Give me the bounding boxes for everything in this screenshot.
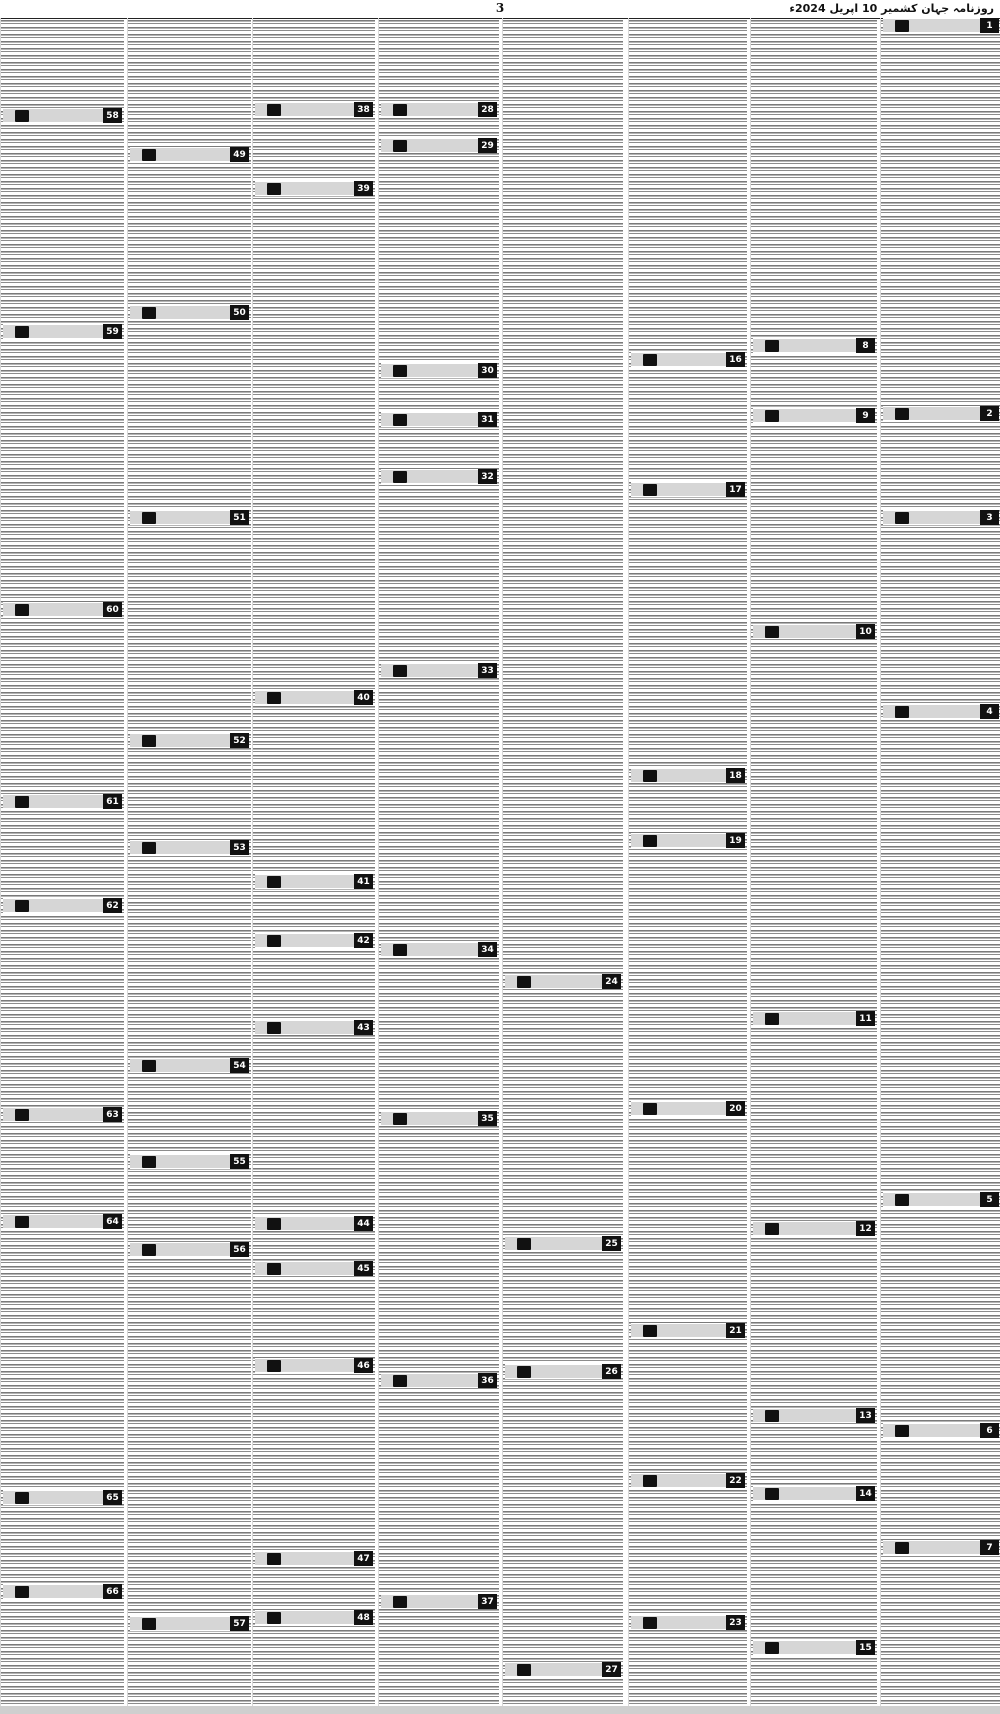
title-tag-icon (895, 1425, 909, 1437)
item-number: 59 (103, 324, 122, 339)
header-bar (130, 1059, 230, 1072)
item-number: 3 (980, 510, 999, 525)
title-tag-icon (393, 140, 407, 152)
header-bar (753, 1641, 856, 1654)
item-header-6 (883, 1423, 999, 1438)
title-tag-icon (267, 104, 281, 116)
title-tag-icon (142, 842, 156, 854)
newspaper-page (0, 18, 1000, 1706)
header-bar (381, 364, 478, 377)
header-bar (3, 899, 103, 912)
item-number: 54 (230, 1058, 249, 1073)
item-number: 52 (230, 733, 249, 748)
header-bar (883, 1193, 980, 1206)
title-tag-icon (267, 935, 281, 947)
item-number: 47 (354, 1551, 373, 1566)
masthead (0, 0, 1000, 19)
item-header-3 (883, 510, 999, 525)
column-1 (880, 18, 1000, 1706)
item-number: 35 (478, 1111, 497, 1126)
item-number: 17 (726, 482, 745, 497)
item-header-37 (381, 1594, 497, 1609)
item-number: 50 (230, 305, 249, 320)
item-header-53 (130, 840, 249, 855)
header-bar (505, 1237, 602, 1250)
item-number: 41 (354, 874, 373, 889)
item-header-45 (255, 1261, 373, 1276)
title-tag-icon (15, 1109, 29, 1121)
item-number: 33 (478, 663, 497, 678)
header-bar (631, 1474, 726, 1487)
item-header-57 (130, 1616, 249, 1631)
item-number: 66 (103, 1584, 122, 1599)
title-tag-icon (142, 307, 156, 319)
title-tag-icon (895, 20, 909, 32)
item-number: 44 (354, 1216, 373, 1231)
title-tag-icon (643, 770, 657, 782)
item-number: 42 (354, 933, 373, 948)
header-bar (883, 1424, 980, 1437)
item-header-21 (631, 1323, 745, 1338)
item-number: 15 (856, 1640, 875, 1655)
header-bar (753, 1487, 856, 1500)
header-bar (130, 1243, 230, 1256)
title-tag-icon (517, 1664, 531, 1676)
header-bar (883, 407, 980, 420)
header-bar (130, 511, 230, 524)
item-header-46 (255, 1358, 373, 1373)
item-header-39 (255, 181, 373, 196)
header-bar (3, 1108, 103, 1121)
item-header-52 (130, 733, 249, 748)
item-number: 6 (980, 1423, 999, 1438)
title-tag-icon (393, 414, 407, 426)
item-number: 60 (103, 602, 122, 617)
header-bar (3, 109, 103, 122)
item-number: 57 (230, 1616, 249, 1631)
item-number: 14 (856, 1486, 875, 1501)
title-tag-icon (517, 1238, 531, 1250)
header-bar (130, 1155, 230, 1168)
header-bar (631, 1102, 726, 1115)
header-bar (381, 413, 478, 426)
item-number: 32 (478, 469, 497, 484)
title-tag-icon (15, 1586, 29, 1598)
header-bar (631, 834, 726, 847)
header-bar (505, 975, 602, 988)
item-header-5 (883, 1192, 999, 1207)
item-header-15 (753, 1640, 875, 1655)
header-bar (3, 795, 103, 808)
item-number: 38 (354, 102, 373, 117)
title-tag-icon (765, 1410, 779, 1422)
title-tag-icon (765, 1488, 779, 1500)
item-number: 26 (602, 1364, 621, 1379)
header-bar (883, 1541, 980, 1554)
title-tag-icon (895, 1542, 909, 1554)
item-header-4 (883, 704, 999, 719)
item-number: 62 (103, 898, 122, 913)
item-number: 9 (856, 408, 875, 423)
header-bar (255, 1552, 354, 1565)
item-header-38 (255, 102, 373, 117)
item-header-49 (130, 147, 249, 162)
header-bar (255, 691, 354, 704)
header-bar (381, 1112, 478, 1125)
title-tag-icon (267, 1218, 281, 1230)
item-header-34 (381, 942, 497, 957)
header-bar (3, 325, 103, 338)
title-tag-icon (15, 1216, 29, 1228)
item-header-26 (505, 1364, 621, 1379)
item-header-7 (883, 1540, 999, 1555)
item-header-28 (381, 102, 497, 117)
item-number: 4 (980, 704, 999, 719)
header-bar (883, 511, 980, 524)
title-tag-icon (142, 512, 156, 524)
title-tag-icon (765, 1642, 779, 1654)
item-header-55 (130, 1154, 249, 1169)
item-header-65 (3, 1490, 122, 1505)
item-number: 20 (726, 1101, 745, 1116)
header-bar (631, 483, 726, 496)
item-header-24 (505, 974, 621, 989)
title-tag-icon (142, 149, 156, 161)
item-header-29 (381, 138, 497, 153)
item-header-44 (255, 1216, 373, 1231)
header-bar (130, 734, 230, 747)
item-number: 58 (103, 108, 122, 123)
item-number: 19 (726, 833, 745, 848)
title-tag-icon (142, 1244, 156, 1256)
header-bar (381, 139, 478, 152)
title-tag-icon (765, 1013, 779, 1025)
header-bar (255, 1359, 354, 1372)
item-header-18 (631, 768, 745, 783)
title-tag-icon (267, 1263, 281, 1275)
item-number: 51 (230, 510, 249, 525)
item-number: 8 (856, 338, 875, 353)
item-header-33 (381, 663, 497, 678)
item-header-56 (130, 1242, 249, 1257)
item-header-30 (381, 363, 497, 378)
title-tag-icon (895, 1194, 909, 1206)
title-tag-icon (15, 900, 29, 912)
header-bar (255, 1262, 354, 1275)
title-tag-icon (267, 183, 281, 195)
item-number: 5 (980, 1192, 999, 1207)
item-header-40 (255, 690, 373, 705)
title-tag-icon (895, 512, 909, 524)
header-bar (381, 943, 478, 956)
title-tag-icon (267, 1553, 281, 1565)
item-number: 27 (602, 1662, 621, 1677)
item-number: 1 (980, 18, 999, 33)
item-number: 65 (103, 1490, 122, 1505)
title-tag-icon (267, 1360, 281, 1372)
title-tag-icon (765, 626, 779, 638)
item-number: 18 (726, 768, 745, 783)
header-bar (255, 934, 354, 947)
item-number: 46 (354, 1358, 373, 1373)
header-bar (381, 1595, 478, 1608)
title-tag-icon (393, 1375, 407, 1387)
item-header-9 (753, 408, 875, 423)
header-bar (631, 1616, 726, 1629)
item-number: 12 (856, 1221, 875, 1236)
item-header-64 (3, 1214, 122, 1229)
item-number: 61 (103, 794, 122, 809)
header-bar (130, 148, 230, 161)
column-6 (252, 18, 375, 1706)
item-number: 48 (354, 1610, 373, 1625)
item-number: 21 (726, 1323, 745, 1338)
column-7 (127, 18, 251, 1706)
title-tag-icon (267, 1022, 281, 1034)
header-bar (381, 664, 478, 677)
item-header-50 (130, 305, 249, 320)
header-bar (753, 409, 856, 422)
column-2 (750, 18, 877, 1706)
header-bar (3, 1585, 103, 1598)
header-bar (130, 841, 230, 854)
title-tag-icon (267, 692, 281, 704)
item-number: 28 (478, 102, 497, 117)
item-number: 39 (354, 181, 373, 196)
header-bar (3, 603, 103, 616)
title-tag-icon (393, 104, 407, 116)
item-header-22 (631, 1473, 745, 1488)
item-number: 64 (103, 1214, 122, 1229)
item-header-10 (753, 624, 875, 639)
header-bar (631, 353, 726, 366)
header-bar (381, 470, 478, 483)
title-tag-icon (15, 110, 29, 122)
header-bar (753, 1222, 856, 1235)
title-tag-icon (765, 1223, 779, 1235)
title-tag-icon (15, 1492, 29, 1504)
title-tag-icon (643, 1103, 657, 1115)
header-bar (130, 306, 230, 319)
item-header-47 (255, 1551, 373, 1566)
title-tag-icon (142, 1156, 156, 1168)
header-bar (3, 1215, 103, 1228)
header-bar (3, 1491, 103, 1504)
page-title: روزنامہ جہان کشمیر 10 اپریل 2024ء (789, 2, 994, 15)
item-header-63 (3, 1107, 122, 1122)
item-header-42 (255, 933, 373, 948)
item-number: 40 (354, 690, 373, 705)
header-bar (505, 1365, 602, 1378)
page-footer (0, 1706, 1000, 1714)
item-number: 55 (230, 1154, 249, 1169)
title-tag-icon (393, 1596, 407, 1608)
header-bar (631, 1324, 726, 1337)
title-tag-icon (393, 365, 407, 377)
item-number: 36 (478, 1373, 497, 1388)
item-header-23 (631, 1615, 745, 1630)
item-number: 31 (478, 412, 497, 427)
item-header-36 (381, 1373, 497, 1388)
title-tag-icon (643, 1475, 657, 1487)
title-tag-icon (15, 326, 29, 338)
item-header-32 (381, 469, 497, 484)
item-header-19 (631, 833, 745, 848)
item-number: 22 (726, 1473, 745, 1488)
item-number: 56 (230, 1242, 249, 1257)
title-tag-icon (267, 876, 281, 888)
title-tag-icon (517, 1366, 531, 1378)
title-tag-icon (142, 1060, 156, 1072)
header-bar (255, 1021, 354, 1034)
item-header-13 (753, 1408, 875, 1423)
item-header-58 (3, 108, 122, 123)
header-bar (631, 769, 726, 782)
item-header-12 (753, 1221, 875, 1236)
item-header-60 (3, 602, 122, 617)
item-header-43 (255, 1020, 373, 1035)
title-tag-icon (643, 1325, 657, 1337)
page-number: 3 (495, 1, 505, 15)
item-header-66 (3, 1584, 122, 1599)
item-header-20 (631, 1101, 745, 1116)
title-tag-icon (142, 1618, 156, 1630)
header-bar (753, 1012, 856, 1025)
header-bar (255, 182, 354, 195)
header-bar (753, 339, 856, 352)
title-tag-icon (393, 471, 407, 483)
item-number: 16 (726, 352, 745, 367)
title-tag-icon (393, 1113, 407, 1125)
item-header-41 (255, 874, 373, 889)
item-header-25 (505, 1236, 621, 1251)
item-header-2 (883, 406, 999, 421)
title-tag-icon (643, 354, 657, 366)
item-header-8 (753, 338, 875, 353)
title-tag-icon (643, 1617, 657, 1629)
header-bar (505, 1663, 602, 1676)
item-number: 11 (856, 1011, 875, 1026)
item-number: 13 (856, 1408, 875, 1423)
item-header-61 (3, 794, 122, 809)
title-tag-icon (643, 835, 657, 847)
item-header-31 (381, 412, 497, 427)
title-tag-icon (895, 706, 909, 718)
item-header-16 (631, 352, 745, 367)
item-header-11 (753, 1011, 875, 1026)
title-tag-icon (895, 408, 909, 420)
item-header-59 (3, 324, 122, 339)
item-number: 53 (230, 840, 249, 855)
item-number: 43 (354, 1020, 373, 1035)
item-header-35 (381, 1111, 497, 1126)
header-bar (130, 1617, 230, 1630)
header-bar (255, 103, 354, 116)
header-bar (255, 1217, 354, 1230)
item-number: 34 (478, 942, 497, 957)
title-tag-icon (393, 665, 407, 677)
title-tag-icon (142, 735, 156, 747)
title-tag-icon (15, 604, 29, 616)
item-number: 25 (602, 1236, 621, 1251)
item-header-51 (130, 510, 249, 525)
item-number: 63 (103, 1107, 122, 1122)
item-header-48 (255, 1610, 373, 1625)
item-number: 49 (230, 147, 249, 162)
column-4 (502, 18, 623, 1706)
item-header-62 (3, 898, 122, 913)
item-number: 10 (856, 624, 875, 639)
title-tag-icon (267, 1612, 281, 1624)
header-bar (381, 1374, 478, 1387)
header-bar (255, 1611, 354, 1624)
title-tag-icon (393, 944, 407, 956)
header-bar (883, 705, 980, 718)
item-header-54 (130, 1058, 249, 1073)
item-number: 37 (478, 1594, 497, 1609)
header-bar (883, 19, 980, 32)
header-bar (381, 103, 478, 116)
item-number: 45 (354, 1261, 373, 1276)
item-header-14 (753, 1486, 875, 1501)
item-number: 23 (726, 1615, 745, 1630)
item-number: 30 (478, 363, 497, 378)
item-header-17 (631, 482, 745, 497)
column-8 (0, 18, 124, 1706)
title-tag-icon (517, 976, 531, 988)
item-header-1 (883, 18, 999, 33)
header-bar (753, 625, 856, 638)
title-tag-icon (643, 484, 657, 496)
header-bar (255, 875, 354, 888)
column-3 (628, 18, 747, 1706)
item-number: 2 (980, 406, 999, 421)
title-tag-icon (765, 410, 779, 422)
item-header-27 (505, 1662, 621, 1677)
title-tag-icon (15, 796, 29, 808)
title-tag-icon (765, 340, 779, 352)
item-number: 29 (478, 138, 497, 153)
item-number: 7 (980, 1540, 999, 1555)
header-bar (753, 1409, 856, 1422)
item-number: 24 (602, 974, 621, 989)
column-5 (378, 18, 499, 1706)
